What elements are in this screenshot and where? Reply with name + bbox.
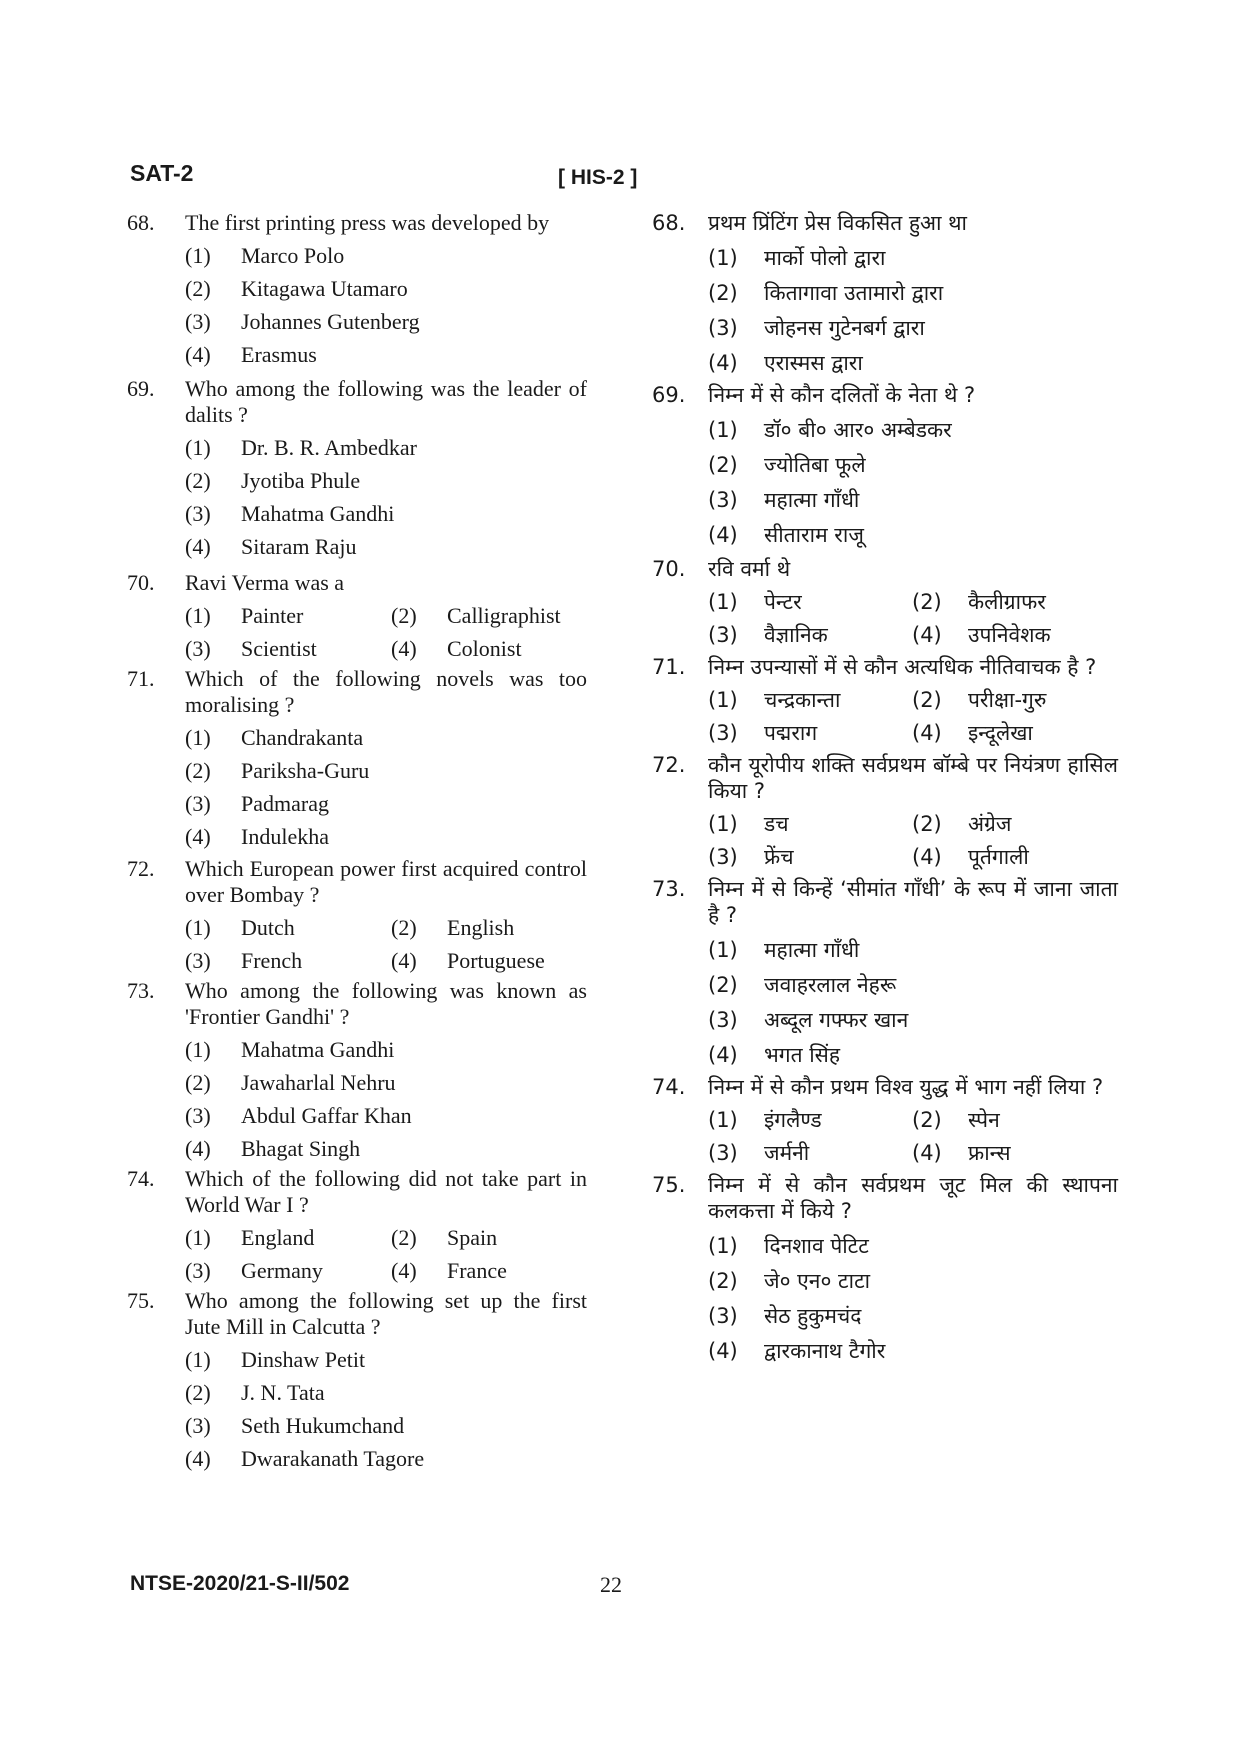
question-text: Who among the following was known as 'Frontier Gandhi' ? <box>185 978 587 1029</box>
option-text: Dwarakanath Tagore <box>241 1446 425 1471</box>
option <box>708 1268 1118 1294</box>
option-label: (1) <box>185 243 211 268</box>
question <box>127 666 587 850</box>
question-text: Who among the following set up the first Jute Mill in Calcutta ? <box>185 1288 587 1339</box>
question <box>652 1074 1118 1166</box>
option-text: कितागावा उतामारो द्वारा <box>764 281 944 305</box>
option <box>185 603 391 629</box>
option-label: (1) <box>708 1108 738 1132</box>
option-label: (4) <box>185 534 211 559</box>
option-label: (3) <box>708 488 738 512</box>
option-label: (2) <box>708 281 738 305</box>
question-text: निम्न में से किन्हें ‘सीमांत गाँधी’ के रूप में जाना जाता है ? <box>708 877 1118 927</box>
option-label: (2) <box>708 973 738 997</box>
option-label: (2) <box>912 1108 942 1132</box>
option-label: (1) <box>708 418 738 442</box>
section-code: [ HIS-2 ] <box>558 166 638 189</box>
option-text: उपनिवेशक <box>968 623 1051 647</box>
option <box>185 435 587 461</box>
option-label: (4) <box>391 636 417 661</box>
option-text: Mahatma Gandhi <box>241 501 395 526</box>
option-text: Jawaharlal Nehru <box>241 1070 396 1095</box>
option <box>912 622 1132 648</box>
option-text: Bhagat Singh <box>241 1136 361 1161</box>
option <box>185 1446 587 1472</box>
option-label: (3) <box>708 316 738 340</box>
option <box>391 1225 611 1251</box>
option-text: डॉ० बी० आर० अम्बेडकर <box>764 418 952 442</box>
option-label: (4) <box>708 351 738 375</box>
option-text: महात्मा गाँधी <box>764 488 860 512</box>
options-list <box>185 1347 587 1472</box>
question-number: 73. <box>652 877 686 901</box>
option <box>708 589 912 615</box>
question <box>127 856 587 974</box>
question-line <box>127 666 587 718</box>
option-label: (3) <box>185 791 211 816</box>
option-text: पद्मराग <box>764 721 818 745</box>
option-label: (3) <box>185 636 211 661</box>
option-text: इंगलैण्ड <box>764 1108 822 1132</box>
option <box>185 534 587 560</box>
options-grid <box>708 811 1118 870</box>
option <box>708 972 1118 998</box>
option-label: (2) <box>708 1269 738 1293</box>
question-text: Which of the following did not take part in World War I ? <box>185 1166 587 1217</box>
option-label: (3) <box>708 845 738 869</box>
option-label: (3) <box>185 309 211 334</box>
option <box>708 452 1118 478</box>
question-text: Which European power first acquired control over Bombay ? <box>185 856 587 907</box>
question-line <box>652 876 1118 928</box>
option <box>708 1042 1118 1068</box>
option-text: Colonist <box>447 636 522 661</box>
option-label: (3) <box>185 1103 211 1128</box>
question <box>652 654 1118 746</box>
question-number: 72. <box>127 856 155 881</box>
option-text: कैलीग्राफर <box>968 590 1046 614</box>
option-label: (1) <box>708 688 738 712</box>
option <box>708 522 1118 548</box>
question-line <box>652 654 1118 680</box>
option <box>708 844 912 870</box>
option-label: (1) <box>708 1234 738 1258</box>
option-text: इन्दूलेखा <box>968 721 1033 745</box>
option-text: Jyotiba Phule <box>241 468 361 493</box>
option <box>391 603 611 629</box>
option-text: जवाहरलाल नेहरू <box>764 973 897 997</box>
option <box>185 1380 587 1406</box>
option-label: (2) <box>708 453 738 477</box>
option-label: (2) <box>391 603 417 628</box>
option <box>708 417 1118 443</box>
option-text: दिनशाव पेटिट <box>764 1234 869 1258</box>
page-number: 22 <box>600 1572 622 1597</box>
question-text: Ravi Verma was a <box>185 570 345 595</box>
option-label: (4) <box>912 845 942 869</box>
option-text: फ्रान्स <box>968 1141 1011 1165</box>
option-text: वैज्ञानिक <box>764 623 828 647</box>
option-text: Scientist <box>241 636 317 661</box>
question-number: 68. <box>652 211 686 235</box>
question-text: निम्न में से कौन सर्वप्रथम जूट मिल की स्थापना कलकत्ता में किये ? <box>708 1173 1118 1223</box>
option <box>185 758 587 784</box>
option-text: Germany <box>241 1258 323 1283</box>
option-text: Calligraphist <box>447 603 561 628</box>
option <box>708 487 1118 513</box>
option <box>185 725 587 751</box>
question-text: The first printing press was developed by <box>185 210 550 235</box>
option-text: द्वारकानाथ टैगोर <box>764 1339 886 1363</box>
option <box>185 1103 587 1129</box>
question <box>652 382 1118 548</box>
question-text: निम्न में से कौन प्रथम विश्व युद्ध में भाग नहीं लिया ? <box>708 1075 1104 1099</box>
option-text: Indulekha <box>241 824 329 849</box>
question-number: 71. <box>652 655 686 679</box>
option-label: (2) <box>185 1380 211 1405</box>
english-column <box>127 210 587 1476</box>
question-number: 71. <box>127 666 155 691</box>
option-text: फ्रेंच <box>764 845 794 869</box>
question-number: 69. <box>652 383 686 407</box>
option <box>391 948 611 974</box>
option-label: (4) <box>708 523 738 547</box>
option-text: अब्दूल गफ्फर खान <box>764 1008 909 1032</box>
question-line <box>652 382 1118 408</box>
option <box>708 1303 1118 1329</box>
option-text: Mahatma Gandhi <box>241 1037 395 1062</box>
question-number: 73. <box>127 978 155 1003</box>
option-text: Padmarag <box>241 791 329 816</box>
paper-code: SAT-2 <box>130 160 194 186</box>
option-label: (4) <box>185 1446 211 1471</box>
question-line <box>127 210 587 236</box>
option-text: Erasmus <box>241 342 317 367</box>
option <box>912 720 1132 746</box>
option-text: डच <box>764 812 789 836</box>
option <box>185 1136 587 1162</box>
option-text: Portuguese <box>447 948 545 973</box>
question-number: 72. <box>652 753 686 777</box>
option <box>708 280 1118 306</box>
option-label: (1) <box>185 435 211 460</box>
option-label: (1) <box>185 915 211 940</box>
options-list <box>708 245 1118 376</box>
question-number: 75. <box>127 1288 155 1313</box>
option <box>185 309 587 335</box>
option-label: (3) <box>708 1141 738 1165</box>
options-list <box>185 1037 587 1162</box>
option <box>185 342 587 368</box>
question <box>652 876 1118 1068</box>
option-text: जे० एन० टाटा <box>764 1269 871 1293</box>
option <box>185 1070 587 1096</box>
options-grid <box>185 603 587 662</box>
option-text: एरास्मस द्वारा <box>764 351 863 375</box>
option <box>185 948 391 974</box>
option-text: भगत सिंह <box>764 1043 841 1067</box>
option <box>912 1140 1132 1166</box>
option <box>708 245 1118 271</box>
option-label: (4) <box>185 342 211 367</box>
option-label: (2) <box>185 276 211 301</box>
option-label: (1) <box>185 1347 211 1372</box>
question-line <box>127 1166 587 1218</box>
question <box>127 978 587 1162</box>
option-label: (2) <box>391 915 417 940</box>
options-grid <box>708 589 1118 648</box>
option-text: जोहनस गुटेनबर्ग द्वारा <box>764 316 925 340</box>
option <box>185 276 587 302</box>
option <box>185 915 391 941</box>
question-text: Who among the following was the leader of dalits ? <box>185 376 587 427</box>
option-label: (4) <box>708 1043 738 1067</box>
option-text: Kitagawa Utamaro <box>241 276 408 301</box>
option-text: चन्द्रकान्ता <box>764 688 841 712</box>
question-number: 74. <box>652 1075 686 1099</box>
option <box>391 636 611 662</box>
options-list <box>708 937 1118 1068</box>
option <box>391 915 611 941</box>
option-label: (3) <box>185 1258 211 1283</box>
option <box>708 1007 1118 1033</box>
option-label: (1) <box>708 590 738 614</box>
option <box>185 1258 391 1284</box>
option-text: मार्को पोलो द्वारा <box>764 246 886 270</box>
question-line <box>652 1074 1118 1100</box>
option-text: Seth Hukumchand <box>241 1413 405 1438</box>
option-text: पेन्टर <box>764 590 802 614</box>
question-line <box>652 556 1118 582</box>
option <box>912 844 1132 870</box>
option-label: (4) <box>708 1339 738 1363</box>
option <box>185 1037 587 1063</box>
option-label: (3) <box>708 1008 738 1032</box>
options-list <box>708 1233 1118 1364</box>
option-label: (2) <box>185 468 211 493</box>
question-number: 75. <box>652 1173 686 1197</box>
option-label: (4) <box>391 948 417 973</box>
option <box>185 468 587 494</box>
question <box>127 210 587 368</box>
option-text: जर्मनी <box>764 1141 810 1165</box>
question-line <box>127 570 587 596</box>
option-text: Abdul Gaffar Khan <box>241 1103 412 1128</box>
option-text: Johannes Gutenberg <box>241 309 420 334</box>
question-text: निम्न में से कौन दलितों के नेता थे ? <box>708 383 976 407</box>
option-label: (4) <box>912 1141 942 1165</box>
options-list <box>185 725 587 850</box>
option <box>708 720 912 746</box>
option <box>708 687 912 713</box>
exam-code: NTSE-2020/21-S-II/502 <box>130 1572 350 1595</box>
option <box>708 350 1118 376</box>
question <box>652 1172 1118 1364</box>
question-line <box>127 978 587 1030</box>
option-label: (1) <box>185 725 211 750</box>
option-text: Dutch <box>241 915 295 940</box>
option-label: (1) <box>185 1225 211 1250</box>
option-label: (2) <box>185 758 211 783</box>
option-label: (4) <box>391 1258 417 1283</box>
option <box>391 1258 611 1284</box>
question <box>127 1166 587 1284</box>
option-label: (3) <box>708 1304 738 1328</box>
option-text: ज्योतिबा फूले <box>764 453 866 477</box>
question-text: Which of the following novels was too moralising ? <box>185 666 587 717</box>
question-number: 74. <box>127 1166 155 1191</box>
option-label: (2) <box>185 1070 211 1095</box>
option <box>185 791 587 817</box>
option <box>708 937 1118 963</box>
option <box>185 636 391 662</box>
question <box>127 1288 587 1472</box>
option-label: (3) <box>185 948 211 973</box>
option-text: महात्मा गाँधी <box>764 938 860 962</box>
option <box>185 1347 587 1373</box>
question-text: प्रथम प्रिंटिंग प्रेस विकसित हुआ था <box>708 211 967 235</box>
option <box>708 811 912 837</box>
option-text: Dinshaw Petit <box>241 1347 366 1372</box>
option-label: (1) <box>708 246 738 270</box>
option-label: (1) <box>185 603 211 628</box>
option-text: Marco Polo <box>241 243 345 268</box>
option-label: (2) <box>912 590 942 614</box>
option-text: पूर्तगाली <box>968 845 1029 869</box>
option-label: (3) <box>708 721 738 745</box>
option <box>708 1140 912 1166</box>
hindi-column <box>652 210 1118 1368</box>
option-label: (2) <box>912 688 942 712</box>
option-text: Painter <box>241 603 304 628</box>
option <box>912 687 1132 713</box>
question-line <box>652 210 1118 236</box>
option <box>185 243 587 269</box>
option-text: Sitaram Raju <box>241 534 357 559</box>
option-label: (2) <box>912 812 942 836</box>
question-text: रवि वर्मा थे <box>708 557 791 581</box>
option-label: (4) <box>185 824 211 849</box>
option <box>185 1413 587 1439</box>
option <box>185 501 587 527</box>
option-label: (4) <box>912 623 942 647</box>
option <box>912 811 1132 837</box>
question <box>127 570 587 662</box>
question-line <box>127 376 587 428</box>
option-label: (1) <box>185 1037 211 1062</box>
option <box>708 1233 1118 1259</box>
options-list <box>185 243 587 368</box>
option-text: English <box>447 915 515 940</box>
option-text: सीताराम राजू <box>764 523 864 547</box>
option-label: (2) <box>391 1225 417 1250</box>
option-text: England <box>241 1225 315 1250</box>
option <box>708 1107 912 1133</box>
option <box>185 1225 391 1251</box>
option-text: Dr. B. R. Ambedkar <box>241 435 417 460</box>
option-label: (1) <box>708 812 738 836</box>
option-label: (3) <box>185 501 211 526</box>
option-label: (3) <box>708 623 738 647</box>
question-line <box>127 1288 587 1340</box>
question-text: निम्न उपन्यासों में से कौन अत्यधिक नीतिवाचक है ? <box>708 655 1097 679</box>
option-text: Chandrakanta <box>241 725 364 750</box>
question-line <box>652 1172 1118 1224</box>
option <box>708 1338 1118 1364</box>
question <box>652 210 1118 376</box>
question-number: 69. <box>127 376 155 401</box>
option <box>912 589 1132 615</box>
question-number: 68. <box>127 210 155 235</box>
options-grid <box>708 1107 1118 1166</box>
option-label: (4) <box>185 1136 211 1161</box>
options-list <box>708 417 1118 548</box>
question-number: 70. <box>127 570 155 595</box>
option-text: J. N. Tata <box>241 1380 325 1405</box>
options-grid <box>185 915 587 974</box>
option-label: (1) <box>708 938 738 962</box>
question-number: 70. <box>652 557 686 581</box>
option <box>708 622 912 648</box>
question <box>652 752 1118 870</box>
question <box>652 556 1118 648</box>
question-line <box>652 752 1118 804</box>
option-label: (4) <box>912 721 942 745</box>
question-text: कौन यूरोपीय शक्ति सर्वप्रथम बॉम्बे पर नियंत्रण हासिल किया ? <box>708 753 1118 803</box>
options-grid <box>185 1225 587 1284</box>
option <box>912 1107 1132 1133</box>
option-text: France <box>447 1258 507 1283</box>
options-list <box>185 435 587 560</box>
question <box>127 376 587 560</box>
option <box>708 315 1118 341</box>
option-text: परीक्षा-गुरु <box>968 688 1047 712</box>
options-grid <box>708 687 1118 746</box>
option-label: (3) <box>185 1413 211 1438</box>
option-text: French <box>241 948 303 973</box>
option <box>185 824 587 850</box>
question-line <box>127 856 587 908</box>
option-text: Pariksha-Guru <box>241 758 370 783</box>
option-text: स्पेन <box>968 1108 1000 1132</box>
option-text: Spain <box>447 1225 498 1250</box>
option-text: अंग्रेज <box>968 812 1012 836</box>
option-text: सेठ हुकुमचंद <box>764 1304 862 1328</box>
